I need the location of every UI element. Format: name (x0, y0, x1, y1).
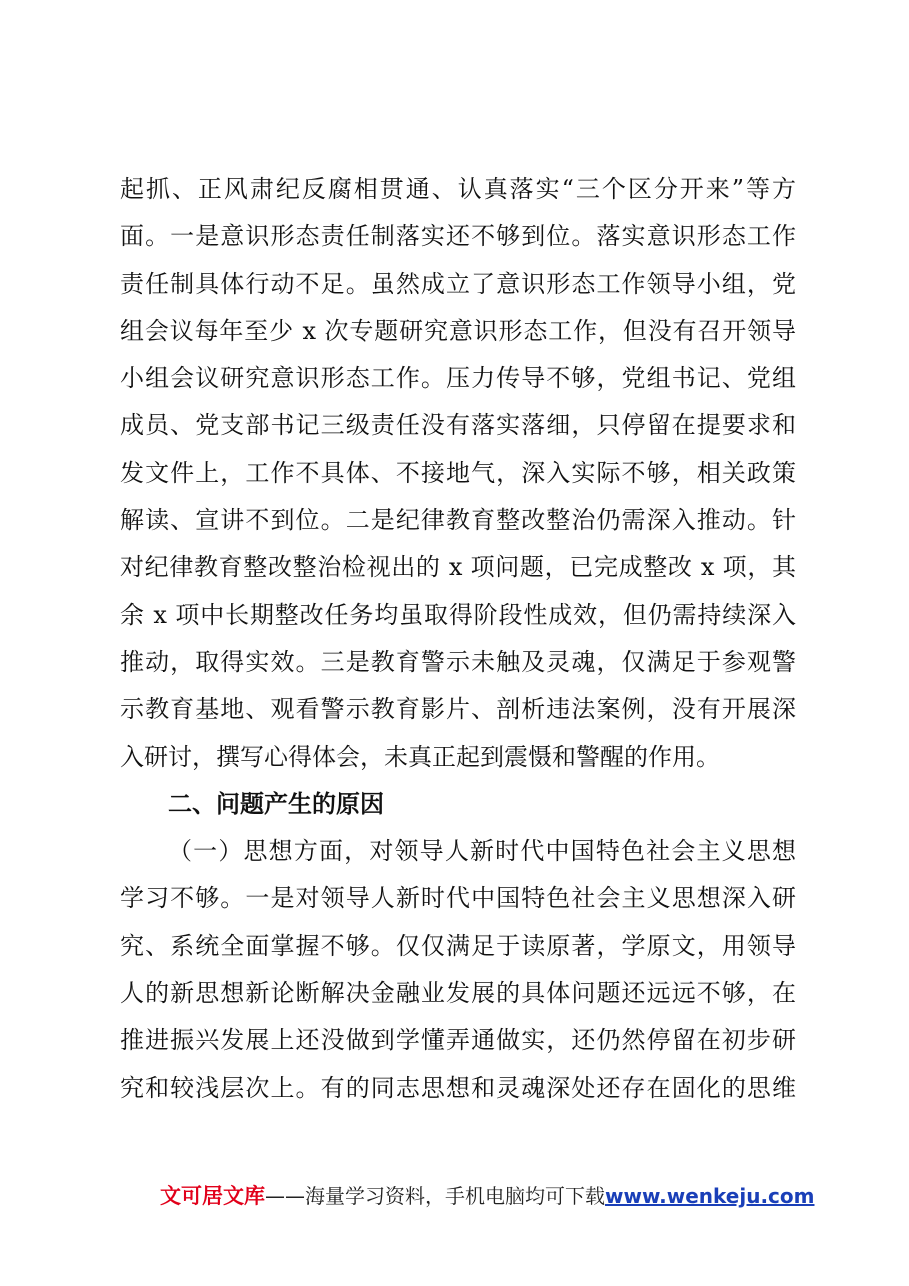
paragraph-line: 成员、党支部书记三级责任没有落实落细，只停留在提要求和 (120, 411, 796, 440)
paragraph-line: 对纪律教育整改整治检视出的 x 项问题，已完成整改 x 项，其 (120, 553, 796, 582)
paragraph-line: 究、系统全面掌握不够。仅仅满足于读原著，学原文，用领导 (120, 931, 796, 960)
paragraph-line: 组会议每年至少 x 次专题研究意识形态工作，但没有召开领导 (120, 316, 796, 345)
paragraph-line: 解读、宣讲不到位。二是纪律教育整改整治仍需深入推动。针 (120, 506, 796, 535)
paragraph-line: 起抓、正风肃纪反腐相贯通、认真落实“三个区分开来”等方 (120, 175, 796, 203)
footer-slogan: ——海量学习资料，手机电脑均可下载 (265, 1184, 605, 1208)
paragraph-line: 人的新思想新论断解决金融业发展的具体问题还远远不够，在 (120, 979, 796, 1008)
paragraph-line: 学习不够。一是对领导人新时代中国特色社会主义思想深入研 (120, 884, 796, 913)
footer-site-link[interactable]: www.wenkeju.com (605, 1184, 815, 1208)
footer-brand: 文可居文库 (160, 1184, 265, 1208)
paragraph-line: （一）思想方面，对领导人新时代中国特色社会主义思想 (168, 837, 796, 866)
paragraph-line: 余 x 项中长期整改任务均虽取得阶段性成效，但仍需持续深入 (120, 600, 796, 629)
paragraph-line: 责任制具体行动不足。虽然成立了意识形态工作领导小组，党 (120, 269, 796, 298)
paragraph-line: 推动，取得实效。三是教育警示未触及灵魂，仅满足于参观警 (120, 647, 796, 676)
paragraph-line: 入研讨，撰写心得体会，未真正起到震慑和警醒的作用。 (120, 742, 720, 771)
paragraph-line: 究和较浅层次上。有的同志思想和灵魂深处还存在固化的思维 (120, 1073, 796, 1102)
paragraph-line: 面。一是意识形态责任制落实还不够到位。落实意识形态工作 (120, 222, 796, 251)
document-body (120, 166, 796, 1112)
paragraph-line: 示教育基地、观看警示教育影片、剖析违法案例，没有开展深 (120, 695, 796, 724)
paragraph-line: 小组会议研究意识形态工作。压力传导不够，党组书记、党组 (120, 364, 796, 393)
section-heading: 二、问题产生的原因 (168, 789, 384, 818)
paragraph-line: 推进振兴发展上还没做到学懂弄通做实，还仍然停留在初步研 (120, 1026, 796, 1055)
footer-banner (160, 1180, 814, 1210)
paragraph-line: 发文件上，工作不具体、不接地气，深入实际不够，相关政策 (120, 458, 796, 487)
